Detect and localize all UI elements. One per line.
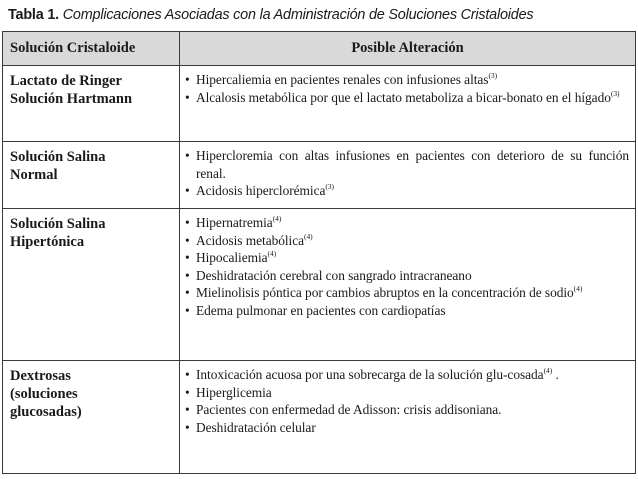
list-item (185, 267, 629, 285)
list-item (185, 384, 629, 402)
alteration-text: Hipocaliemia (196, 250, 268, 266)
bullet-icon: • (185, 89, 190, 105)
solution-name-line: Solución Hartmann (10, 91, 133, 107)
alteration-text: Hiperglicemia (196, 384, 272, 400)
solution-name-line: Solución Salina (10, 149, 106, 165)
bullet-icon: • (185, 402, 190, 418)
alteration-text: Hipercaliemia en pacientes renales con infusiones altas (196, 72, 489, 87)
alteration-text: Hipercloremia con altas infusiones en pacientes con deterioro de su función renal. (196, 148, 629, 181)
alterations-cell (180, 361, 636, 474)
alteration-text: Hipernatremia (196, 215, 273, 230)
list-item (185, 401, 629, 419)
alterations-list (185, 366, 629, 436)
solution-name-line: Dextrosas (10, 368, 71, 384)
table-row (3, 361, 636, 474)
bullet-icon: • (185, 232, 190, 248)
bullet-icon: • (185, 302, 190, 318)
bullet-icon: • (185, 250, 190, 266)
reference-marker: (3) (488, 71, 498, 80)
bullet-icon: • (185, 384, 190, 400)
alterations-list (185, 214, 629, 320)
bullet-icon: • (185, 419, 190, 435)
solution-name-line: Solución Salina (10, 216, 106, 232)
list-item (185, 284, 629, 302)
alterations-cell (180, 66, 636, 142)
table-row (3, 142, 636, 209)
reference-marker: (3) (325, 182, 334, 192)
list-item (185, 89, 629, 107)
solution-name-line: glucosadas) (10, 404, 82, 420)
alteration-text: Deshidratación celular (196, 419, 316, 435)
complications-table (2, 31, 636, 474)
header-row (3, 32, 636, 66)
list-item (185, 249, 629, 267)
reference-marker: (4) (543, 366, 553, 375)
list-item (185, 71, 629, 89)
solution-name-cell (3, 66, 180, 142)
list-item (185, 214, 629, 232)
list-item (185, 366, 629, 384)
header-solution: Solución Cristaloide (3, 32, 180, 66)
table-caption (8, 3, 634, 27)
reference-marker: (4) (272, 214, 282, 223)
solution-name-cell (3, 209, 180, 361)
alteration-text: Acidosis hiperclorémica (196, 183, 326, 199)
alterations-cell (180, 209, 636, 361)
bullet-icon: • (185, 215, 190, 230)
bullet-icon: • (185, 183, 190, 199)
alterations-list (185, 147, 629, 200)
table-row (3, 66, 636, 142)
alteration-text: Pacientes con enfermedad de Adisson: crisis addisoniana. (196, 402, 502, 418)
alteration-text: Alcalosis metabólica por que el lactato metaboliza a bicar-bonato en el hígado (196, 89, 611, 105)
list-item (185, 419, 629, 437)
solution-name-cell (3, 142, 180, 209)
list-item (185, 302, 629, 320)
alteration-suffix: . (552, 367, 559, 382)
reference-marker: (3) (610, 88, 620, 98)
alteration-text: Deshidratación cerebral con sangrado intracraneano (196, 267, 472, 283)
reference-marker: (4) (304, 231, 313, 241)
bullet-icon: • (185, 367, 190, 382)
bullet-icon: • (185, 285, 190, 301)
alteration-text: Edema pulmonar en pacientes con cardiopatías (196, 302, 446, 318)
caption-title: Complicaciones Asociadas con la Administración de Soluciones Cristaloides (62, 7, 534, 23)
list-item (185, 147, 629, 182)
header-alteration: Posible Alteración (180, 32, 636, 66)
alteration-text: Mielinolisis póntica por cambios abruptos en la concentración de sodio (196, 285, 574, 301)
table-row (3, 209, 636, 361)
bullet-icon: • (185, 148, 190, 163)
solution-name-cell (3, 361, 180, 474)
bullet-icon: • (185, 72, 190, 87)
solution-name-line: (soluciones (10, 386, 78, 402)
alteration-text: Acidosis metabólica (196, 232, 305, 248)
solution-name-line: Normal (10, 167, 58, 183)
list-item (185, 232, 629, 250)
caption-label: Tabla 1. (8, 7, 59, 23)
bullet-icon: • (185, 267, 190, 283)
alteration-text: Intoxicación acuosa por una sobrecarga de la solución glu-cosada (196, 367, 544, 382)
solution-name-line: Hipertónica (10, 234, 85, 250)
reference-marker: (4) (267, 249, 277, 259)
alterations-cell (180, 142, 636, 209)
reference-marker: (4) (573, 284, 583, 294)
alterations-list (185, 71, 629, 106)
solution-name-line: Lactato de Ringer (10, 73, 122, 89)
list-item (185, 182, 629, 200)
